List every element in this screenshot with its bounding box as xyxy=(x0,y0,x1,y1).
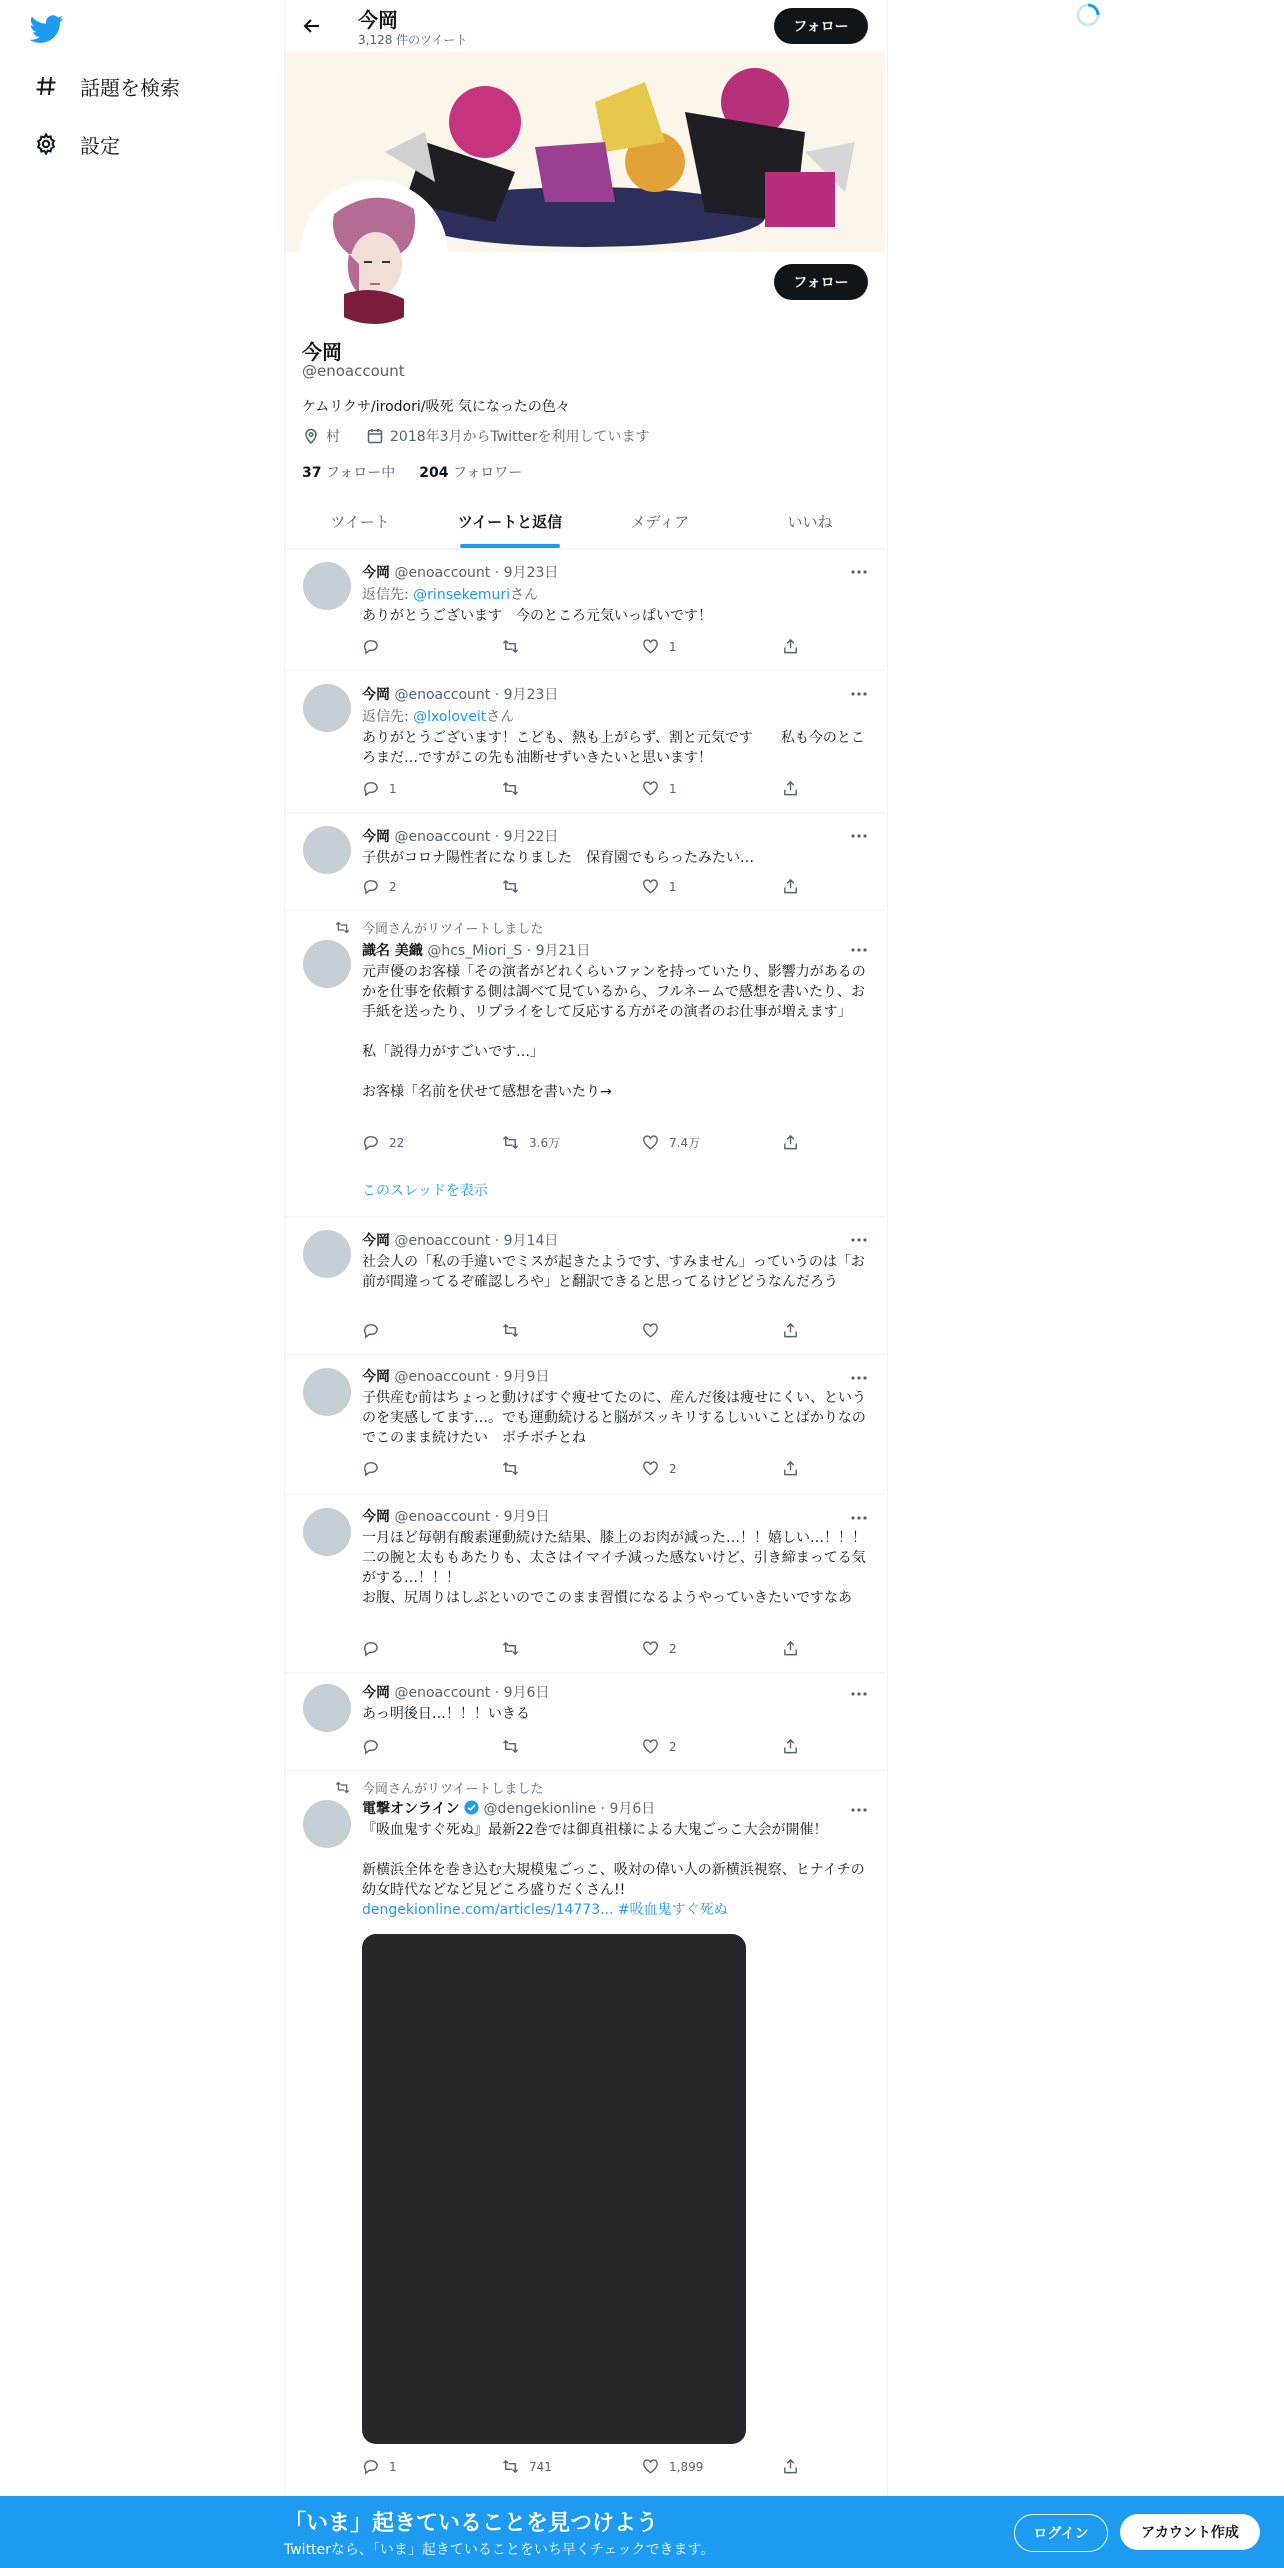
profile-joined: 2018年3月からTwitterを利用しています xyxy=(390,429,650,445)
tweet-text: 元声優のお客様「その演者がどれくらいファンを持っていたり、影響力があるのかを仕事を依頼する側は調べて見ているから、フルネームで感想を書いたり、お手紙を送ったり、リプライをして反応する方がその演者のお仕事が増えます」 私「説得力がすごいです…」 お客様「名前を伏せて感想を書いたり→ xyxy=(362,964,866,1100)
share-icon xyxy=(782,638,799,655)
retweet-button[interactable] xyxy=(502,1322,612,1339)
like-count: 1,899 xyxy=(669,2459,704,2474)
reply-count: 2 xyxy=(389,879,397,894)
following-label: フォロー中 xyxy=(325,465,396,481)
more-options-icon[interactable] xyxy=(849,940,869,960)
share-icon xyxy=(782,780,799,797)
nav-item-settings[interactable] xyxy=(34,124,120,164)
like-button[interactable] xyxy=(642,1640,752,1657)
more-options-icon[interactable] xyxy=(849,826,869,846)
tweet-date[interactable]: 9月6日 xyxy=(503,1685,550,1701)
tweet[interactable]: 今岡 @enoaccount · 9月23日 返信先: @lxoloveitさん ありがとうございます！こども、熱も上がらず、割と元気です 私も今のところまだ…ですがこの先も油断せずいきたいと思います！ 1 1 xyxy=(285,670,885,813)
verified-badge-icon xyxy=(464,1800,479,1815)
heart-icon xyxy=(642,878,659,895)
tweet-actions xyxy=(362,1640,802,1657)
retweet-context xyxy=(335,1778,543,1797)
retweet-icon xyxy=(502,780,519,797)
reply-icon xyxy=(362,1134,379,1151)
tweet-author-handle[interactable]: @enoaccount xyxy=(394,565,491,581)
tweet-date[interactable]: 9月6日 xyxy=(609,1801,656,1817)
tab-tweets[interactable]: ツイート xyxy=(330,513,390,531)
more-options-icon[interactable] xyxy=(849,684,869,704)
signup-banner-title: 「いま」起きていることを見つけよう xyxy=(284,2511,659,2536)
retweet-button[interactable] xyxy=(502,1460,612,1477)
tweet-actions xyxy=(362,1322,802,1339)
like-button[interactable] xyxy=(642,1322,752,1339)
reply-icon xyxy=(362,1738,379,1755)
more-options-icon[interactable] xyxy=(849,1230,869,1250)
reply-button[interactable] xyxy=(362,878,472,895)
signup-button[interactable]: アカウント作成 xyxy=(1120,2514,1260,2550)
tweet-link[interactable]: dengekionline.com/articles/14773... xyxy=(362,1902,614,1918)
profile-meta xyxy=(302,426,649,446)
tweet-actions xyxy=(362,2458,802,2475)
reply-icon xyxy=(362,2458,379,2475)
retweet-count: 741 xyxy=(529,2459,552,2474)
tweet-date[interactable]: 9月22日 xyxy=(503,829,559,845)
tweet-author-handle[interactable]: @enoaccount xyxy=(394,687,491,703)
share-icon xyxy=(782,2458,799,2475)
tweet-text: ありがとうございます 今のところ元気いっぱいです！ xyxy=(362,608,712,624)
share-icon xyxy=(782,1322,799,1339)
followers-link[interactable] xyxy=(419,462,522,482)
reply-suffix: さん xyxy=(509,587,538,603)
tweet-text: あっ明後日…！！！いきる xyxy=(362,1706,530,1722)
profile-bio: ケムリクサ/irodori/吸死 気になったの色々 xyxy=(302,399,570,415)
tweet-text: 一月ほど毎朝有酸素運動続けた結果、膝上のお肉が減った…！！嬉しい…！！！二の腕と太ももあたりも、太さはイマイチ減った感ないけど、引き締まってる気がする…！！！ お腹、尻周りはしぶといのでこのまま習慣になるようやっていきたいですなあ xyxy=(362,1530,866,1606)
heart-icon xyxy=(642,1460,659,1477)
retweet-icon xyxy=(502,1322,519,1339)
share-button[interactable] xyxy=(782,1738,802,1755)
tweet-author-handle[interactable]: @enoaccount xyxy=(394,1369,491,1385)
nav-item-label: 設定 xyxy=(80,133,120,158)
tweet[interactable]: 今岡 @enoaccount · 9月9日 一月ほど毎朝有酸素運動続けた結果、膝上のお肉が減った…！！嬉しい…！！！二の腕と太ももあたりも、太さはイマイチ減った感ないけど、引き締まってる気がする…！！！ お腹、尻周りはしぶといのでこのまま習慣になるようやっていきたいですなあ 2 xyxy=(285,1494,885,1673)
retweet-icon xyxy=(502,1738,519,1755)
tweet-author-handle[interactable]: @hcs_Miori_S xyxy=(427,943,523,959)
like-button[interactable] xyxy=(642,1460,752,1477)
retweet-icon xyxy=(502,638,519,655)
back-arrow-icon[interactable] xyxy=(302,16,322,36)
retweet-button[interactable] xyxy=(502,2458,612,2475)
heart-icon xyxy=(642,638,659,655)
share-icon xyxy=(782,1134,799,1151)
tweet-avatar[interactable] xyxy=(303,1684,351,1732)
followers-label: フォロワー xyxy=(452,465,523,481)
like-button[interactable] xyxy=(642,2458,752,2475)
like-button[interactable] xyxy=(642,1738,752,1755)
tweet-avatar[interactable] xyxy=(303,1230,351,1278)
show-thread-link[interactable]: このスレッドを表示 xyxy=(362,1183,488,1199)
tweet[interactable]: 今岡さんがリツイートしました 電撃オンライン @dengekionline · 9月6日 『吸血鬼すぐ死ぬ』最新22巻では御真祖様による大鬼ごっこ大会が開催！ 新横浜全体を巻き込む大規模鬼ごっこ、吸対の偉い人の新横浜視察、ヒナイチの幼女時代などなど見どころ盛りだくさん!! dengekionline.com/articles/14773... #吸血鬼すぐ死ぬ 1 741 1,899 xyxy=(285,1770,885,2500)
heart-icon xyxy=(642,1134,659,1151)
share-button[interactable] xyxy=(782,1640,802,1657)
reply-button[interactable] xyxy=(362,1134,472,1151)
profile-tabs xyxy=(285,496,885,549)
tweet-author-name[interactable]: 今岡 xyxy=(362,1685,390,1701)
tweet-text: 社会人の「私の手違いでミスが起きたようです、すみません」っていうのは「お前が間違ってるぞ確認しろや」と翻訳できると思ってるけどどうなんだろう xyxy=(362,1254,865,1290)
reply-prefix: 返信先: xyxy=(362,587,414,603)
tweet-date[interactable]: 9月9日 xyxy=(503,1369,550,1385)
tweet-author-handle[interactable]: @enoaccount xyxy=(394,829,491,845)
retweet-count: 3.6万 xyxy=(529,1136,561,1150)
tweet-date[interactable]: 9月23日 xyxy=(503,565,559,581)
more-options-icon[interactable] xyxy=(849,1684,869,1704)
like-count: 2 xyxy=(669,1461,677,1476)
following-link[interactable] xyxy=(302,462,395,482)
tweet-hashtag[interactable]: #吸血鬼すぐ死ぬ xyxy=(617,1902,728,1918)
location-pin-icon xyxy=(302,427,320,445)
reply-button[interactable] xyxy=(362,2458,472,2475)
following-count: 37 xyxy=(302,465,322,481)
reply-button[interactable] xyxy=(362,638,472,655)
nav-item-label: 話題を検索 xyxy=(80,75,180,100)
tweet[interactable]: 今岡 @enoaccount · 9月9日 子供産む前はちょっと動けばすぐ痩せてたのに、産んだ後は痩せにくい、というのを実感してます…。でも運動続けると脳がスッキリするしいいことばかりなのでこのまま続けたい ボチボチとね 2 xyxy=(285,1354,885,1495)
calendar-icon xyxy=(366,427,384,445)
tweet-author-name[interactable]: 今岡 xyxy=(362,1509,390,1525)
tweet-author-handle[interactable]: @enoaccount xyxy=(394,1233,491,1249)
header-tweet-count: 3,128 件のツイート xyxy=(358,33,468,47)
reply-button[interactable] xyxy=(362,1738,472,1755)
like-count: 2 xyxy=(669,1641,677,1656)
share-icon xyxy=(782,1460,799,1477)
retweet-button[interactable] xyxy=(502,878,612,895)
retweet-button[interactable] xyxy=(502,1640,612,1657)
reply-icon xyxy=(362,638,379,655)
reply-count: 22 xyxy=(389,1135,405,1150)
tweet-date[interactable]: 9月14日 xyxy=(503,1233,559,1249)
tweet[interactable]: 今岡 @enoaccount · 9月6日 あっ明後日…！！！いきる 2 xyxy=(285,1672,885,1771)
tweet-author-name[interactable]: 今岡 xyxy=(362,1233,390,1249)
reply-icon xyxy=(362,780,379,797)
like-button[interactable] xyxy=(642,638,752,655)
tweet[interactable]: 今岡 @enoaccount · 9月22日 子供がコロナ陽性者になりました 保育園でもらったみたい… 2 1 xyxy=(285,812,885,911)
tab-media[interactable]: メディア xyxy=(630,513,690,531)
retweet-icon xyxy=(502,2458,519,2475)
tweet-author-name[interactable]: 識名 美織 xyxy=(362,943,423,959)
share-button[interactable] xyxy=(782,638,802,655)
reply-button[interactable] xyxy=(362,1460,472,1477)
share-icon xyxy=(782,1738,799,1755)
tweet-author-name[interactable]: 今岡 xyxy=(362,829,390,845)
share-button[interactable] xyxy=(782,1322,802,1339)
retweet-context-label[interactable]: 今岡さんがリツイートしました xyxy=(362,1782,544,1797)
reply-icon xyxy=(362,1322,379,1339)
more-options-icon[interactable] xyxy=(849,1800,869,1820)
tweet-actions xyxy=(362,1738,802,1755)
tweet-actions xyxy=(362,1134,802,1151)
tweet-text: 子供がコロナ陽性者になりました 保育園でもらったみたい… xyxy=(362,850,754,866)
like-count: 7.4万 xyxy=(669,1136,701,1150)
reply-icon xyxy=(362,878,379,895)
signup-banner-subtitle: Twitterなら、「いま」起きていることをいち早くチェックできます。 xyxy=(284,2542,715,2558)
tweet-author-name[interactable]: 今岡 xyxy=(362,1369,390,1385)
retweet-context xyxy=(335,918,543,937)
tweet-avatar[interactable] xyxy=(303,1800,351,1848)
tweet-actions xyxy=(362,1460,802,1477)
reply-suffix: さん xyxy=(486,709,515,725)
twitter-logo-icon[interactable] xyxy=(30,12,64,46)
tweet-actions xyxy=(362,878,802,895)
retweet-button[interactable] xyxy=(502,1134,612,1151)
share-button[interactable] xyxy=(782,1460,802,1477)
header-follow-button[interactable]: フォロー xyxy=(774,8,868,44)
reply-icon xyxy=(362,1460,379,1477)
tweet-avatar[interactable] xyxy=(303,1368,351,1416)
tweet-author-name[interactable]: 電撃オンライン xyxy=(362,1801,460,1817)
share-icon xyxy=(782,1640,799,1657)
more-options-icon[interactable] xyxy=(849,1508,869,1528)
profile-follow-stats xyxy=(302,462,522,482)
retweet-context-label[interactable]: 今岡さんがリツイートしました xyxy=(362,922,544,937)
tweet[interactable]: 今岡 @enoaccount · 9月14日 社会人の「私の手違いでミスが起きたようです、すみません」っていうのは「お前が間違ってるぞ確認しろや」と翻訳できると思ってるけどどうなんだろう xyxy=(285,1216,885,1355)
hashtag-icon xyxy=(34,74,58,98)
like-count: 2 xyxy=(669,1739,677,1754)
tweet-author-handle[interactable]: @enoaccount xyxy=(394,1509,491,1525)
heart-icon xyxy=(642,1640,659,1657)
retweet-icon xyxy=(502,1640,519,1657)
heart-icon xyxy=(642,1738,659,1755)
more-options-icon[interactable] xyxy=(849,1368,869,1388)
retweet-button[interactable] xyxy=(502,638,612,655)
retweet-icon xyxy=(502,1134,519,1151)
profile-name: 今岡 xyxy=(302,340,342,364)
followers-count: 204 xyxy=(419,465,449,481)
tweet-avatar[interactable] xyxy=(303,562,351,610)
tweet-text: ありがとうございます！こども、熱も上がらず、割と元気です 私も今のところまだ…ですがこの先も油断せずいきたいと思います！ xyxy=(362,730,865,766)
share-button[interactable] xyxy=(782,878,802,895)
tweet-date[interactable]: 9月23日 xyxy=(503,687,559,703)
reply-button[interactable] xyxy=(362,1322,472,1339)
retweet-icon xyxy=(335,920,350,935)
like-button[interactable] xyxy=(642,780,752,797)
tweet-avatar[interactable] xyxy=(303,826,351,874)
heart-icon xyxy=(642,1322,659,1339)
header-title: 今岡 xyxy=(358,8,398,32)
tweet-media-image[interactable] xyxy=(362,1934,746,2444)
tab-tweets-and-replies[interactable]: ツイートと返信 xyxy=(435,496,585,548)
tweet-text: 『吸血鬼すぐ死ぬ』最新22巻では御真祖様による大鬼ごっこ大会が開催！ 新横浜全体を巻き込む大規模鬼ごっこ、吸対の偉い人の新横浜視察、ヒナイチの幼女時代などなど見どころ盛りだくさん!! xyxy=(362,1822,865,1898)
retweet-icon xyxy=(502,1460,519,1477)
like-count: 1 xyxy=(669,879,677,894)
profile-handle: @enoaccount xyxy=(302,362,405,380)
reply-to-link[interactable]: @rinsekemuri xyxy=(413,587,510,603)
reply-button[interactable] xyxy=(362,1640,472,1657)
tweet-avatar[interactable] xyxy=(303,684,351,732)
like-count: 1 xyxy=(669,781,677,796)
retweet-icon xyxy=(335,1780,350,1795)
tweet-avatar[interactable] xyxy=(303,1508,351,1556)
reply-to-link[interactable]: @lxoloveit xyxy=(413,709,487,725)
gear-icon xyxy=(34,132,58,156)
heart-icon xyxy=(642,2458,659,2475)
reply-icon xyxy=(362,1640,379,1657)
share-button[interactable] xyxy=(782,2458,802,2475)
heart-icon xyxy=(642,780,659,797)
like-count: 1 xyxy=(669,639,677,654)
reply-count: 1 xyxy=(389,781,397,796)
more-options-icon[interactable] xyxy=(849,562,869,582)
tweet-author-name[interactable]: 今岡 xyxy=(362,687,390,703)
loading-spinner-icon xyxy=(1075,2,1101,28)
share-button[interactable] xyxy=(782,1134,802,1151)
tweet[interactable]: 今岡さんがリツイートしました 識名 美織 @hcs_Miori_S · 9月21日 元声優のお客様「その演者がどれくらいファンを持っていたり、影響力があるのかを仕事を依頼する側は調べて見ているから、フルネームで感想を書いたり、お手紙を送ったり、リプライをして反応する方がその演者のお仕事が増えます」 私「説得力がすごいです…」 お客様「名前を伏せて感想を書いたり→ 22 3.6万 7.4万 このスレッドを表示 xyxy=(285,910,885,1217)
share-button[interactable] xyxy=(782,780,802,797)
share-icon xyxy=(782,878,799,895)
retweet-button[interactable] xyxy=(502,780,612,797)
tweet-actions xyxy=(362,780,802,797)
profile-follow-button[interactable]: フォロー xyxy=(774,264,868,300)
tweet-avatar[interactable] xyxy=(303,940,351,988)
tweet-author-handle[interactable]: @dengekionline xyxy=(483,1801,597,1817)
like-button[interactable] xyxy=(642,1134,752,1151)
tab-likes[interactable]: いいね xyxy=(787,513,833,531)
tweet[interactable]: 今岡 @enoaccount · 9月23日 返信先: @rinsekemuriさん ありがとうございます 今のところ元気いっぱいです！ 1 xyxy=(285,548,885,671)
like-button[interactable] xyxy=(642,878,752,895)
tweet-date[interactable]: 9月9日 xyxy=(503,1509,550,1525)
profile-avatar[interactable] xyxy=(300,180,448,328)
profile-location: 村 xyxy=(326,429,340,445)
retweet-button[interactable] xyxy=(502,1738,612,1755)
tweet-date[interactable]: 9月21日 xyxy=(535,943,591,959)
tweet-text: 子供産む前はちょっと動けばすぐ痩せてたのに、産んだ後は痩せにくい、というのを実感してます…。でも運動続けると脳がスッキリするしいいことばかりなのでこのまま続けたい ボチボチとね xyxy=(362,1390,866,1446)
nav-item-explore[interactable] xyxy=(34,66,180,106)
tweet-actions xyxy=(362,638,802,655)
reply-button[interactable] xyxy=(362,780,472,797)
reply-count: 1 xyxy=(389,2459,397,2474)
retweet-icon xyxy=(502,878,519,895)
login-button[interactable]: ログイン xyxy=(1014,2514,1108,2552)
tweet-author-handle[interactable]: @enoaccount xyxy=(394,1685,491,1701)
reply-prefix: 返信先: xyxy=(362,709,414,725)
tweet-author-name[interactable]: 今岡 xyxy=(362,565,390,581)
